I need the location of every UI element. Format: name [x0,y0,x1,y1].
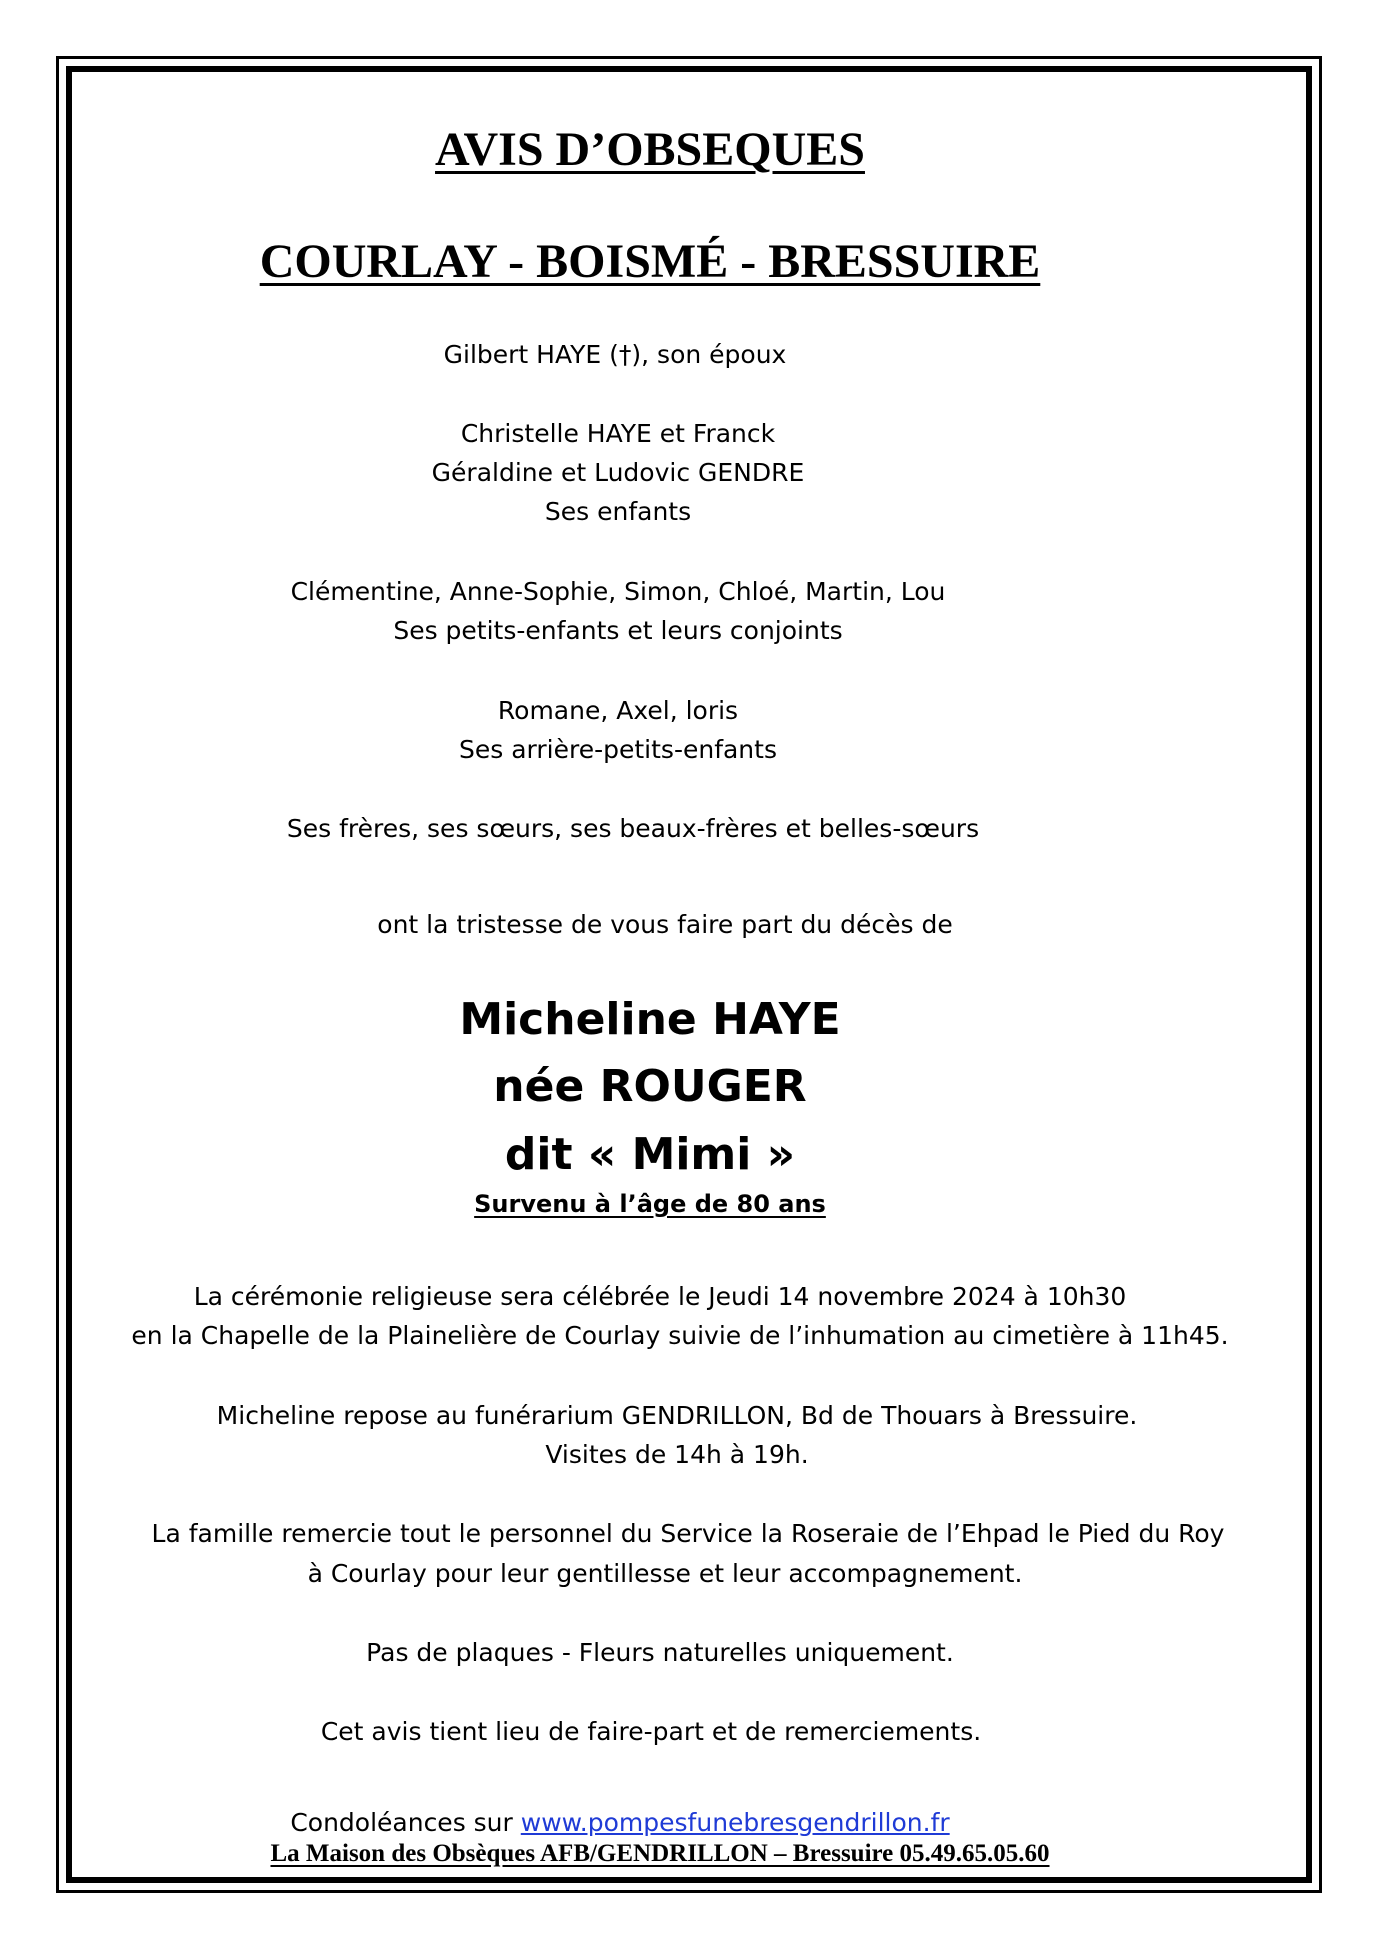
children-line-2: Géraldine et Ludovic GENDRE [431,458,805,487]
spouse-line: Gilbert HAYE (†), son époux [443,340,787,369]
deceased-nickname: dit « Mimi » [504,1129,796,1180]
ceremony-line-1: La cérémonie religieuse sera célébrée le Jeudi 14 novembre 2024 à 10h30 [193,1282,1127,1311]
thanks-line-1: La famille remercie tout le personnel du Service la Roseraie de l’Ehpad le Pied du Roy [151,1519,1225,1548]
siblings-line: Ses frères, ses sœurs, ses beaux-frères et belles-sœurs [286,814,980,843]
page-subtitle: COURLAY - BOISMÉ - BRESSUIRE [259,235,1041,288]
funeral-house-footer: La Maison des Obsèques AFB/GENDRILLON – Bressuire 05.49.65.05.60 [270,1840,1050,1867]
deceased-birth-name: née ROUGER [493,1061,807,1112]
visits-line: Visites de 14h à 19h. [545,1440,809,1469]
children-label: Ses enfants [544,497,692,526]
deceased-name: Micheline HAYE [459,994,841,1045]
funeral-home-line-1: Micheline repose au funérarium GENDRILLON, Bd de Thouars à Bressuire. [216,1401,1138,1430]
notice-line: Cet avis tient lieu de faire-part et de remerciements. [320,1717,982,1746]
thanks-line-2: à Courlay pour leur gentillesse et leur accompagnement. [307,1559,1023,1588]
condolences-link[interactable]: www.pompesfunebresgendrillon.fr [520,1808,950,1837]
grandchildren-names: Clémentine, Anne-Sophie, Simon, Chloé, Martin, Lou [290,577,946,606]
children-line-1: Christelle HAYE et Franck [460,419,776,448]
page-title: AVIS D’OBSEQUES [435,123,865,176]
condolences-line [0,1803,1240,1843]
great-grandchildren-label: Ses arrière-petits-enfants [459,735,777,764]
condolences-prefix: Condoléances sur [290,1808,521,1837]
announcement-line: ont la tristesse de vous faire part du décès de [377,910,953,939]
age-line: Survenu à l’âge de 80 ans [474,1190,826,1218]
flowers-line: Pas de plaques - Fleurs naturelles uniquement. [366,1638,954,1667]
grandchildren-label: Ses petits-enfants et leurs conjoints [393,616,843,645]
great-grandchildren-names: Romane, Axel, loris [497,696,739,725]
ceremony-line-2: en la Chapelle de la Plainelière de Courlay suivie de l’inhumation au cimetière à 11h45. [131,1321,1229,1350]
